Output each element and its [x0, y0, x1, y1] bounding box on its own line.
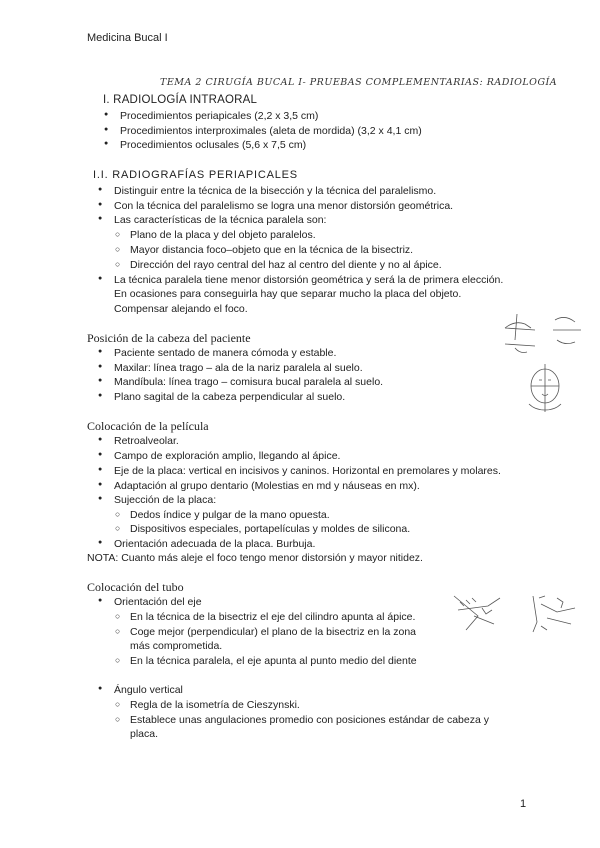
section-posicion-title: Posición de la cabeza del paciente: [87, 331, 251, 345]
list-item: ● Maxilar: línea trago – ala de la nariz paralela al suelo.: [114, 362, 363, 374]
list-item: ● Mandíbula: línea trago – comisura bucal paralela al suelo.: [114, 376, 383, 388]
list-item: ● Orientación del eje: [114, 596, 202, 608]
section-periapicales-title: I.I. RADIOGRAFÍAS PERIAPICALES: [93, 169, 298, 181]
sub-list-item: ○ En la técnica paralela, el eje apunta al punto medio del diente: [130, 655, 417, 667]
list-item: ● Retroalveolar.: [114, 435, 179, 447]
sub-list-item: ○ En la técnica de la bisectriz el eje del cilindro apunta al ápice.: [130, 611, 415, 623]
list-item: ● Procedimientos interproximales (aleta de mordida) (3,2 x 4,1 cm): [120, 125, 422, 137]
section-tubo-title: Colocación del tubo: [87, 580, 184, 594]
page-number: 1: [520, 798, 527, 810]
list-item-continuation: Compensar alejando el foco.: [114, 303, 248, 315]
sub-list-item: ○ Mayor distancia foco–objeto que en la técnica de la bisectriz.: [130, 244, 413, 256]
list-item: ● Con la técnica del paralelismo se logra una menor distorsión geométrica.: [114, 200, 453, 212]
list-item: ● Sujección de la placa:: [114, 494, 216, 506]
list-item: ● Procedimientos periapicales (2,2 x 3,5 cm): [120, 110, 318, 122]
section-pelicula-title: Colocación de la película: [87, 419, 209, 433]
sub-list-item: ○ Dirección del rayo central del haz al centro del diente y no al ápice.: [130, 259, 442, 271]
list-item-continuation: En ocasiones para conseguirla hay que separar mucho la placa del objeto.: [114, 288, 462, 300]
list-item: ● Campo de exploración amplio, llegando al ápice.: [114, 450, 340, 462]
sub-list-item: ○ Dispositivos especiales, portapelículas y moldes de silicona.: [130, 523, 410, 535]
bisector-tube-sketch: [448, 586, 510, 636]
list-item: ● Distinguir entre la técnica de la bisección y la técnica del paralelismo.: [114, 185, 436, 197]
list-item: ● Plano sagital de la cabeza perpendicular al suelo.: [114, 391, 345, 403]
list-item: ● Procedimientos oclusales (5,6 x 7,5 cm): [120, 139, 306, 151]
parallel-tube-sketch: [527, 588, 582, 636]
sub-list-item-continuation: más comprometida.: [130, 640, 223, 652]
sub-list-item: ○ Regla de la isometría de Cieszynski.: [130, 699, 300, 711]
topic-title: TEMA 2 CIRUGÍA BUCAL I- PRUEBAS COMPLEMENTARIAS: RADIOLOGÍA: [160, 77, 558, 88]
sub-list-item: ○ Coge mejor (perpendicular) el plano de la bisectriz en la zona: [130, 626, 416, 638]
sub-list-item: ○ Establece unas angulaciones promedio con posiciones estándar de cabeza y: [130, 714, 489, 726]
sub-list-item-continuation: placa.: [130, 728, 159, 740]
list-item: ● Eje de la placa: vertical en incisivos y caninos. Horizontal en premolares y molares.: [114, 465, 501, 477]
list-item: ● Las características de la técnica paralela son:: [114, 214, 326, 226]
list-item: ● Adaptación al grupo dentario (Molestias en md y náuseas en mx).: [114, 480, 420, 492]
list-item: ● Ángulo vertical: [114, 684, 183, 696]
list-item: ● Orientación adecuada de la placa. Burbuja.: [114, 538, 315, 550]
list-item: ● Paciente sentado de manera cómoda y estable.: [114, 347, 336, 359]
page-header: Medicina Bucal I: [87, 32, 168, 44]
list-item: ● La técnica paralela tiene menor distorsión geométrica y será la de primera elección.: [114, 274, 503, 286]
sub-list-item: ○ Dedos índice y pulgar de la mano opuesta.: [130, 509, 330, 521]
note: NOTA: Cuanto más aleje el foco tengo menor distorsión y mayor nitidez.: [87, 552, 423, 564]
sub-list-item: ○ Plano de la placa y del objeto paralelos.: [130, 229, 316, 241]
head-position-sketch: [495, 300, 585, 418]
section-radiologia-intraoral-title: I. RADIOLOGÍA INTRAORAL: [103, 94, 258, 106]
